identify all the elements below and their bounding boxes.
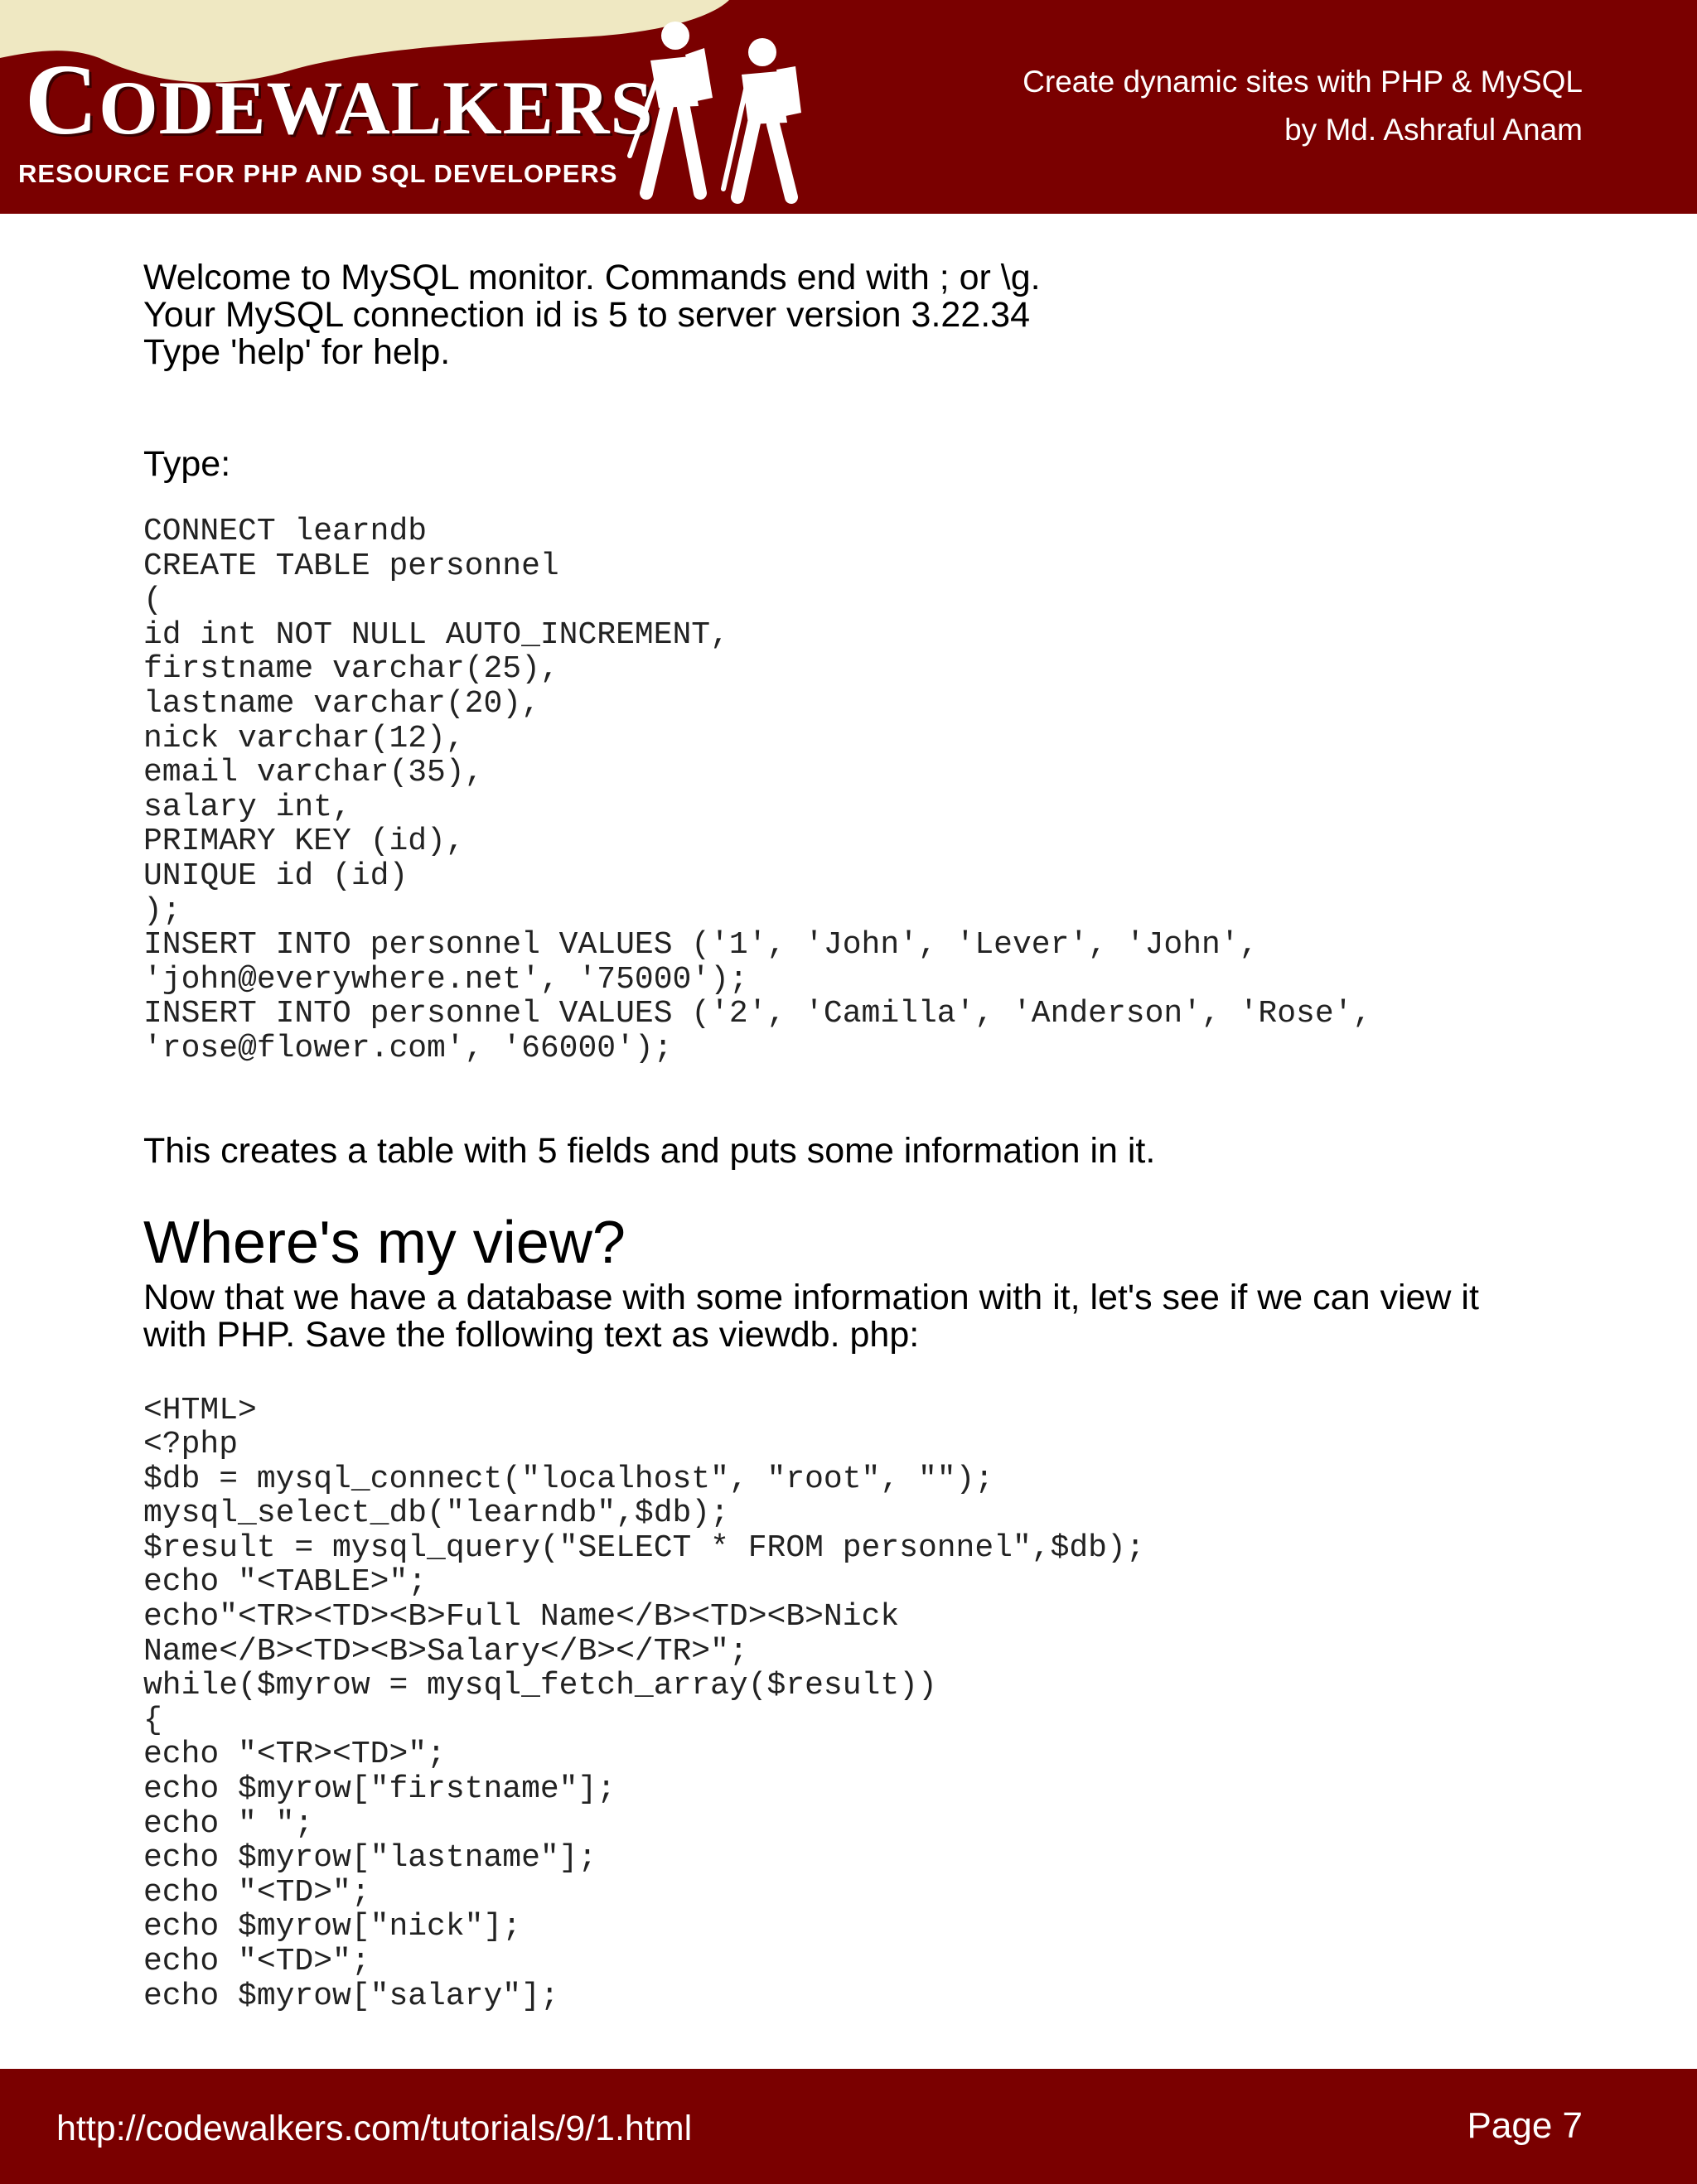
php-code-block: <HTML> <?php $db = mysql_connect("localhost", "root", ""); mysql_select_db("learndb",$db); $result = mysql_query("SELECT * FROM personnel",$db); echo "<TABLE>"; echo"<TR><TD><B>Full Name</B><TD><B>Nick Name</B><TD><B>Salary</B></TR>"; while($myrow = mysql_fetch_array($result)) { echo "<TR><TD>"; echo $myrow["firstname"]; echo " "; echo $myrow["lastname"]; echo "<TD>"; echo $myrow["nick"]; echo "<TD>"; echo $myrow["salary"];	[143, 1392, 1145, 2014]
logo-wordmark: CODEWALKERS	[25, 44, 654, 156]
logo-tagline: RESOURCE FOR PHP AND SQL DEVELOPERS	[18, 159, 618, 188]
header-title-block	[1023, 58, 1583, 154]
table-description: This creates a table with 5 fields and puts some information in it.	[143, 1130, 1156, 1171]
page-number: Page 7	[1467, 2105, 1583, 2146]
section-heading: Where's my view?	[143, 1209, 626, 1276]
document-title: Create dynamic sites with PHP & MySQL	[1023, 65, 1583, 99]
document-author: by Md. Ashraful Anam	[1284, 113, 1583, 147]
hikers-logo-icon	[626, 15, 833, 205]
page-footer	[0, 2069, 1697, 2184]
footer-url-link[interactable]: http://codewalkers.com/tutorials/9/1.html	[56, 2109, 693, 2148]
type-label: Type:	[143, 444, 231, 484]
sql-code-block: CONNECT learndb CREATE TABLE personnel ( id int NOT NULL AUTO_INCREMENT, firstname varchar(25), lastname varchar(20), nick varchar(12), email varchar(35), salary int, PRIMARY KEY (id), UNIQUE id (id) ); INSERT INTO personnel VALUES ('1', 'John', 'Lever', 'John', 'john@everywhere.net', '75000'); INSERT INTO personnel VALUES ('2', 'Camilla', 'Anderson', 'Rose', 'rose@flower.com', '66000');	[143, 514, 1372, 1066]
mysql-welcome-text: Welcome to MySQL monitor. Commands end with ; or \g. Your MySQL connection id is 5 to server version 3.22.34 Type 'help' for help.	[143, 258, 1041, 372]
page-header	[0, 0, 1697, 214]
page-content	[143, 259, 1569, 2013]
view-intro-text: Now that we have a database with some information with it, let's see if we can view it with PHP. Save the following text as viewdb. php:	[143, 1277, 1479, 1355]
